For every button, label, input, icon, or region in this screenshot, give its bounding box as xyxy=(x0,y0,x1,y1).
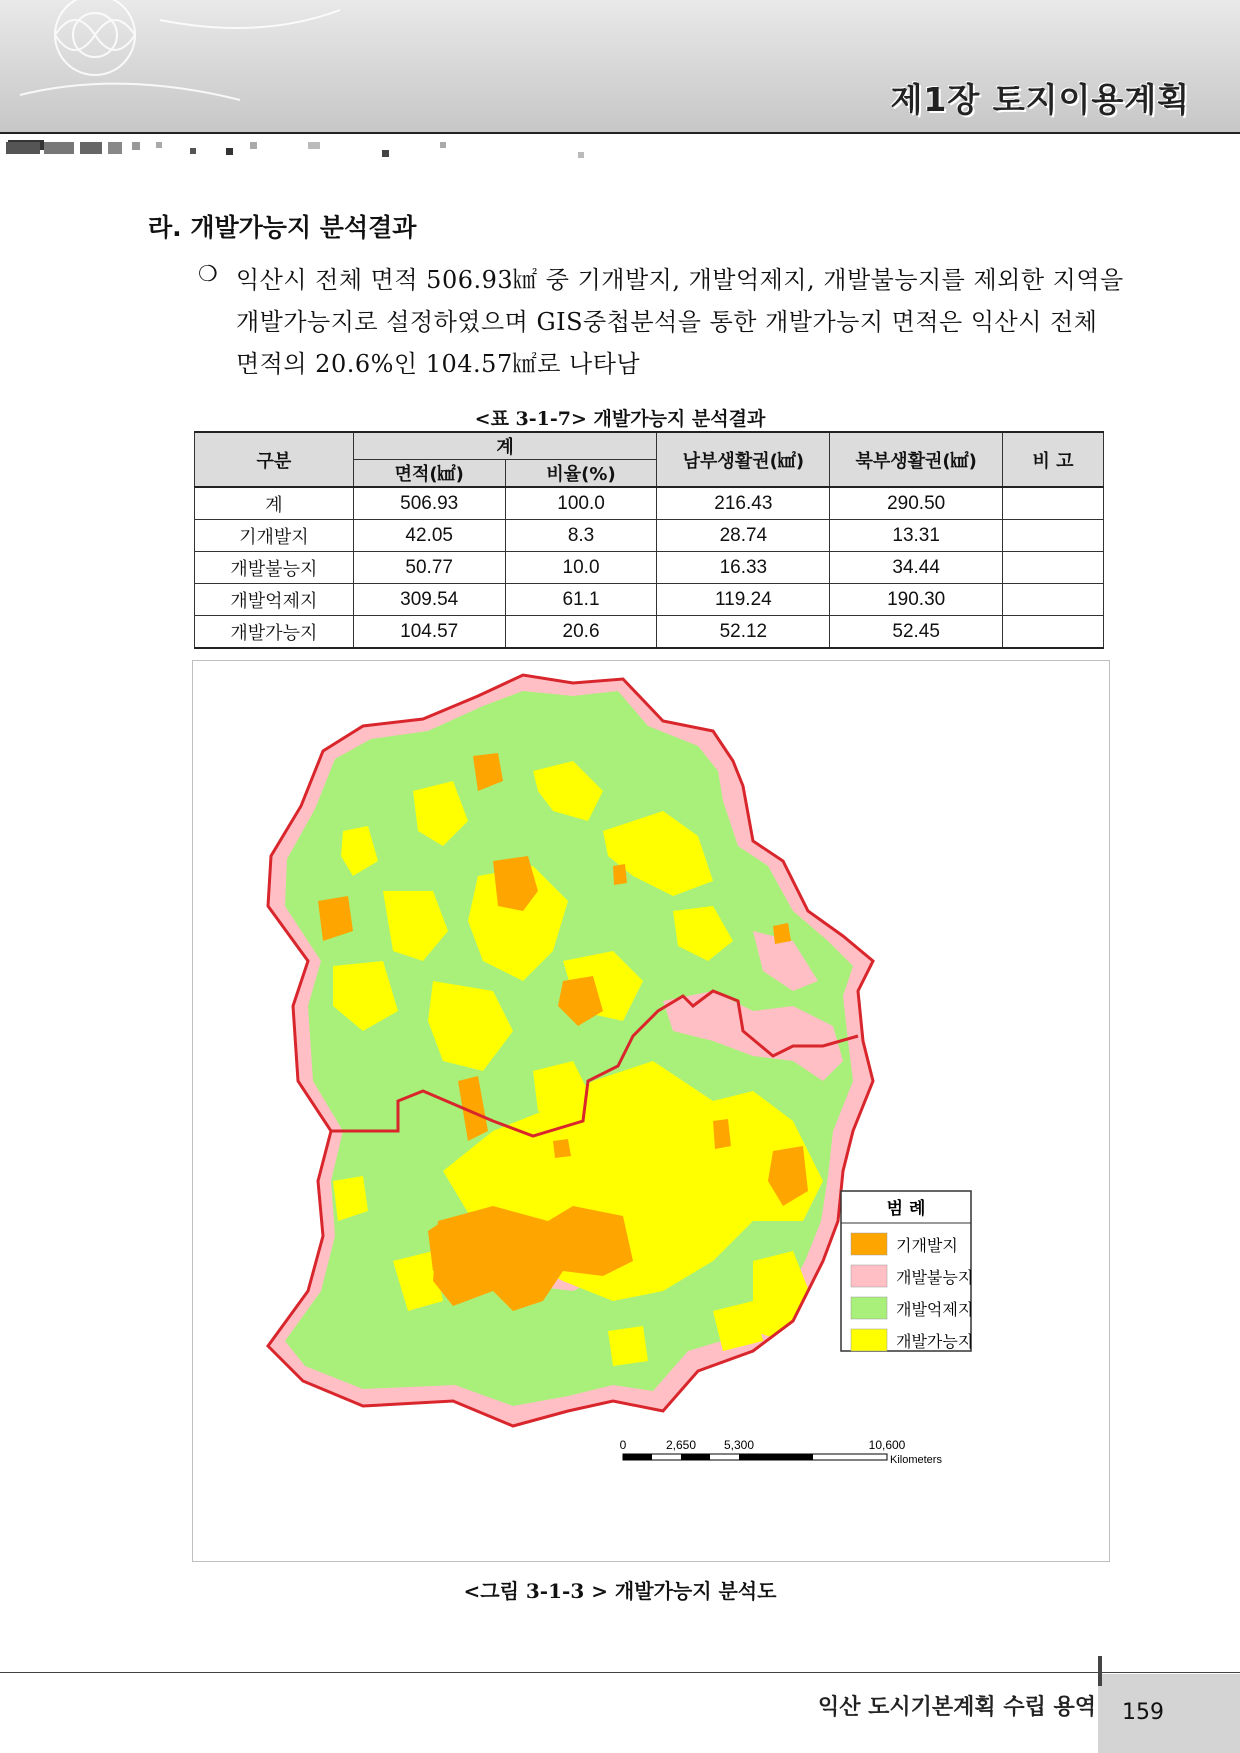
cell-area: 506.93 xyxy=(353,487,505,520)
legend-label-restricted: 개발억제지 xyxy=(896,1300,974,1319)
footer-bar xyxy=(1098,1656,1102,1686)
cell-ratio: 8.3 xyxy=(505,520,657,552)
row-label: 개발가능지 xyxy=(195,616,354,649)
table-row xyxy=(195,520,1104,552)
cell-area: 50.77 xyxy=(353,552,505,584)
header-category: 구분 xyxy=(195,432,354,487)
cell-north: 290.50 xyxy=(830,487,1003,520)
paragraph-line-1: 익산시 전체 면적 506.93㎢ 중 기개발지, 개발억제지, 개발불능지를 제외한 지역을 xyxy=(236,266,1124,294)
legend-swatch-undevelopable xyxy=(851,1265,887,1287)
header-area: 면적(㎢) xyxy=(353,460,505,488)
row-label: 계 xyxy=(195,487,354,520)
scale-tick-0: 0 xyxy=(619,1438,627,1452)
table-row xyxy=(195,487,1104,520)
section-title: 라. 개발가능지 분석결과 xyxy=(148,213,417,242)
legend-title: 범 례 xyxy=(886,1199,926,1219)
scale-unit: Kilometers xyxy=(890,1454,942,1466)
scale-tick-2: 5,300 xyxy=(723,1438,755,1452)
header-rule xyxy=(0,132,1240,134)
header-north: 북부생활권(㎢) xyxy=(830,432,1003,487)
legend-label-undevelopable: 개발불능지 xyxy=(896,1268,974,1287)
paragraph-line-2: 개발가능지로 설정하였으며 GIS중첩분석을 통한 개발가능지 면적은 익산시 전체 xyxy=(236,308,1098,336)
legend-swatch-restricted xyxy=(851,1297,887,1319)
page-number: 159 xyxy=(1122,1700,1164,1725)
legend-swatch-developed xyxy=(851,1233,887,1255)
page-number-box xyxy=(1098,1674,1240,1753)
cell-north: 13.31 xyxy=(830,520,1003,552)
map-legend xyxy=(841,1191,973,1351)
cell-area: 104.57 xyxy=(353,616,505,649)
figure-caption: <그림 3-1-3 > 개발가능지 분석도 xyxy=(463,1579,777,1603)
map-figure xyxy=(192,660,1110,1562)
cell-north: 190.30 xyxy=(830,584,1003,616)
cell-ratio: 61.1 xyxy=(505,584,657,616)
analysis-table xyxy=(194,431,1104,649)
cell-south: 119.24 xyxy=(657,584,830,616)
legend-label-developed: 기개발지 xyxy=(896,1236,958,1255)
legend-swatch-developable xyxy=(851,1329,887,1351)
legend-label-developable: 개발가능지 xyxy=(896,1332,974,1351)
header-south: 남부생활권(㎢) xyxy=(657,432,830,487)
table-row xyxy=(195,616,1104,649)
cell-ratio: 10.0 xyxy=(505,552,657,584)
cell-note xyxy=(1003,616,1104,649)
cell-south: 28.74 xyxy=(657,520,830,552)
cell-south: 52.12 xyxy=(657,616,830,649)
cell-ratio: 100.0 xyxy=(505,487,657,520)
row-label: 개발불능지 xyxy=(195,552,354,584)
header-note: 비 고 xyxy=(1003,432,1104,487)
header-ratio: 비율(%) xyxy=(505,460,657,488)
cell-south: 216.43 xyxy=(657,487,830,520)
footer-rule xyxy=(0,1672,1240,1673)
cell-note xyxy=(1003,584,1104,616)
cell-north: 34.44 xyxy=(830,552,1003,584)
scale-bar xyxy=(620,1438,943,1466)
cell-note xyxy=(1003,487,1104,520)
header-squares-decoration xyxy=(0,138,620,162)
cell-area: 309.54 xyxy=(353,584,505,616)
cell-area: 42.05 xyxy=(353,520,505,552)
table-row xyxy=(195,584,1104,616)
footer-title: 익산 도시기본계획 수립 용역 xyxy=(818,1695,1097,1720)
bullet-icon: ❍ xyxy=(198,262,218,287)
header-total-group: 계 xyxy=(353,432,657,460)
cell-note xyxy=(1003,520,1104,552)
row-label: 기개발지 xyxy=(195,520,354,552)
cell-note xyxy=(1003,552,1104,584)
table-caption: <표 3-1-7> 개발가능지 분석결과 xyxy=(474,408,766,430)
scale-tick-1: 2,650 xyxy=(665,1438,697,1452)
cell-ratio: 20.6 xyxy=(505,616,657,649)
chapter-title: 제1장 토지이용계획 xyxy=(890,80,1190,119)
paragraph-line-3: 면적의 20.6%인 104.57㎢로 나타남 xyxy=(236,350,641,378)
map-svg xyxy=(193,661,1109,1561)
table-row xyxy=(195,552,1104,584)
cell-south: 16.33 xyxy=(657,552,830,584)
scale-tick-3: 10,600 xyxy=(868,1438,906,1452)
row-label: 개발억제지 xyxy=(195,584,354,616)
cell-north: 52.45 xyxy=(830,616,1003,649)
